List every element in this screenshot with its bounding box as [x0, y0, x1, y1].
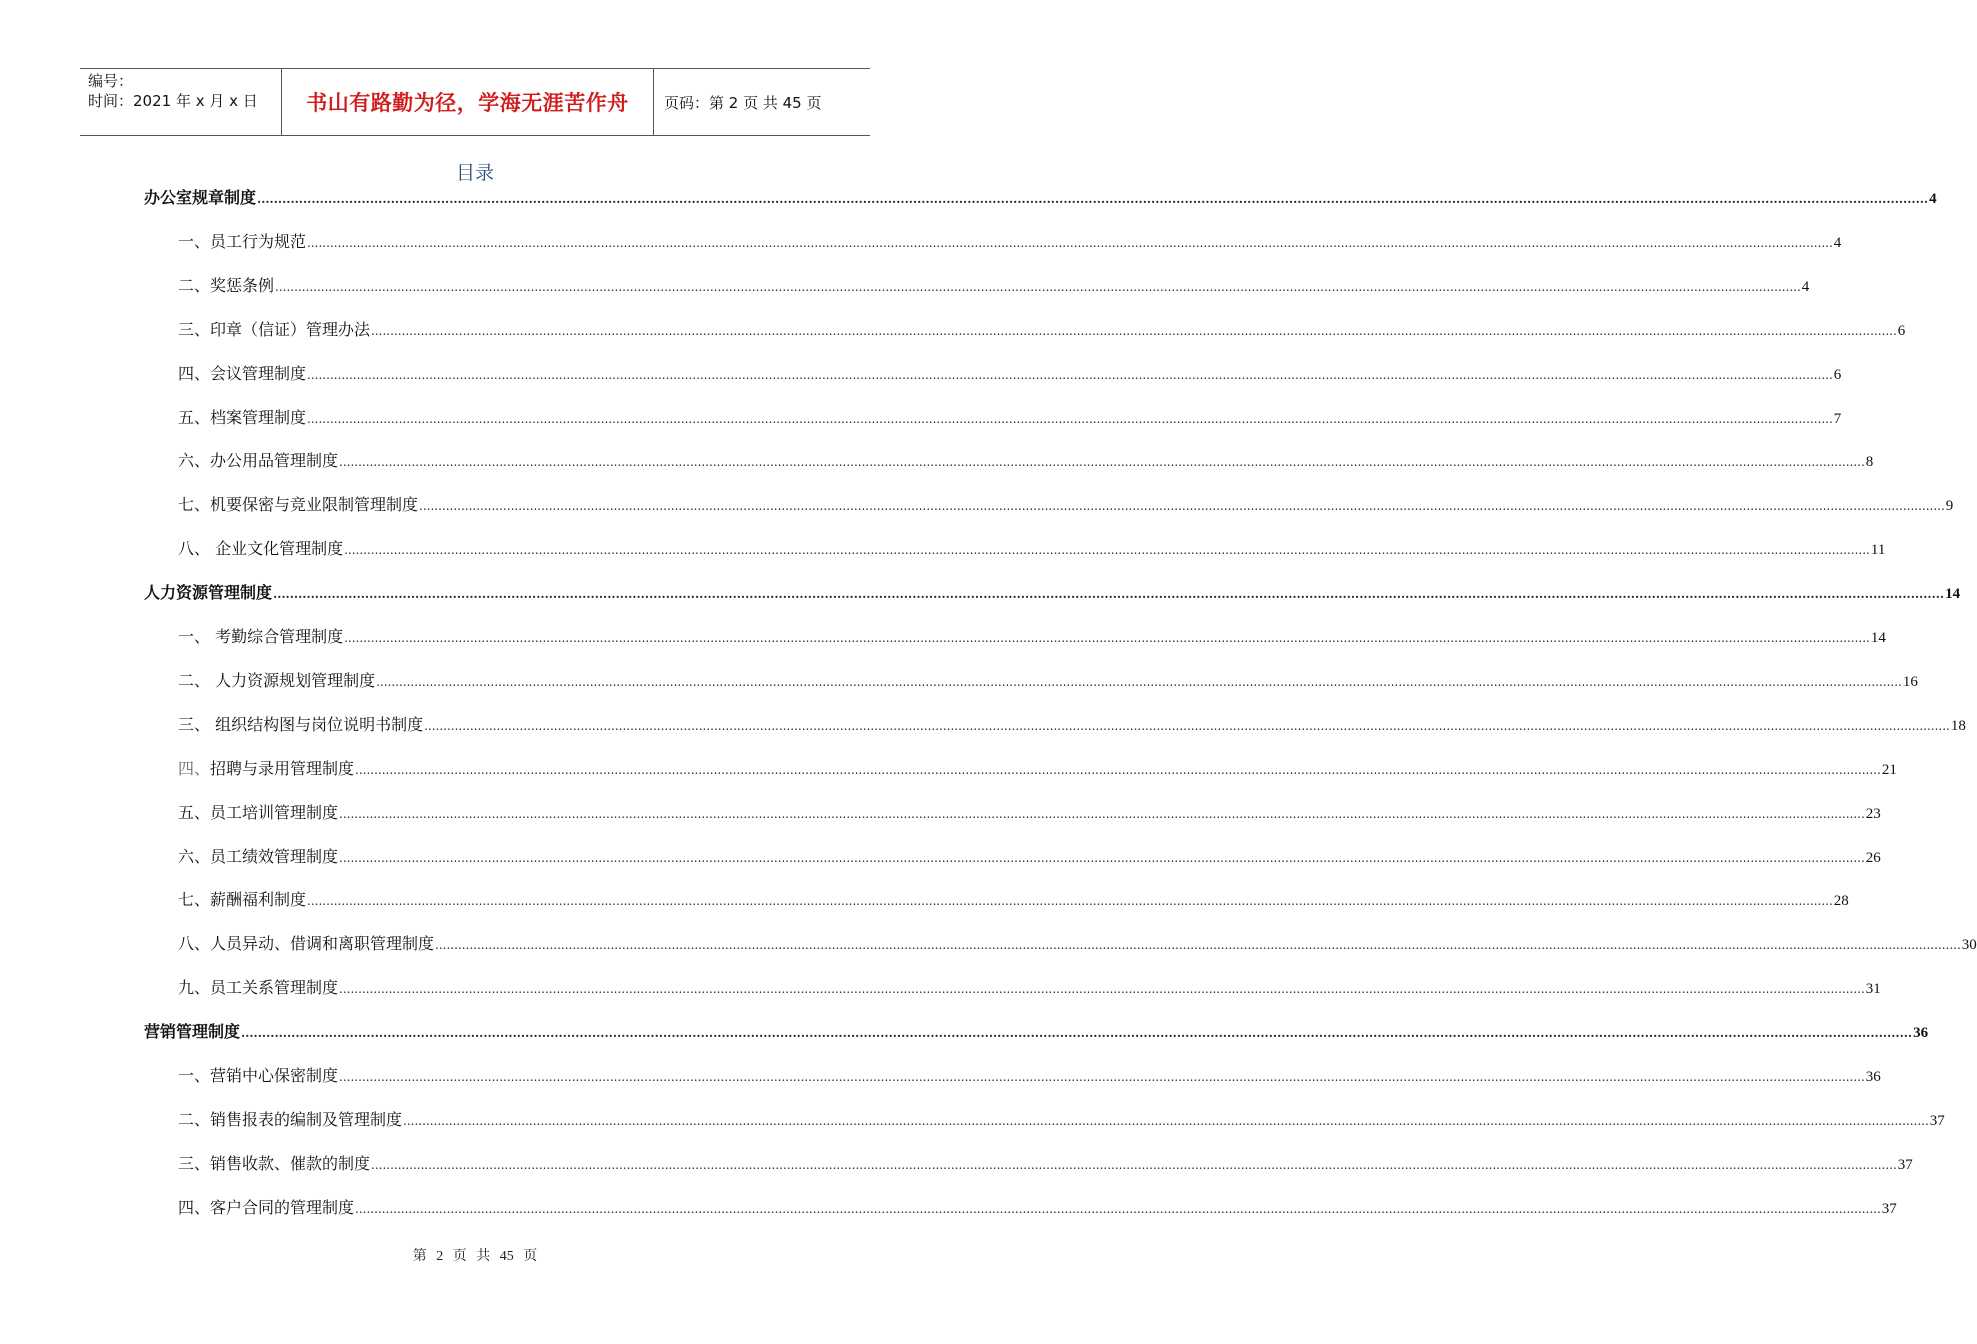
toc-dot-leader: ................................................................................................................................................................................................................................................................................................................................................................................................................ — [424, 718, 1950, 733]
page-header — [80, 68, 870, 136]
toc-dot-leader: ................................................................................................................................................................................................................................................................................................................................................................................................................ — [273, 587, 1945, 602]
toc-page-number: 31 — [1865, 981, 1881, 998]
toc-entry[interactable] — [178, 449, 1874, 473]
toc-entry-label: 二、 人力资源规划管理制度 — [178, 670, 376, 690]
toc-entry[interactable] — [178, 406, 1842, 430]
toc-page-number: 36 — [1913, 1025, 1929, 1042]
toc-dot-leader: ................................................................................................................................................................................................................................................................................................................................................................................................................ — [257, 192, 1929, 206]
toc-entry-label: 一、营销中心保密制度 — [178, 1066, 339, 1085]
toc-dot-leader: ................................................................................................................................................................................................................................................................................................................................................................................................................ — [355, 762, 1881, 777]
toc-page-number: 16 — [1902, 673, 1918, 690]
document-number-label: 编号： — [88, 72, 134, 90]
toc-dot-leader: ................................................................................................................................................................................................................................................................................................................................................................................................................ — [376, 674, 1902, 689]
toc-entry[interactable] — [178, 801, 1881, 825]
toc-page-number: 7 — [1833, 410, 1842, 427]
toc-entry-label: 四、会议管理制度 — [178, 363, 307, 383]
toc-entry[interactable] — [178, 845, 1881, 869]
toc-dot-leader: ................................................................................................................................................................................................................................................................................................................................................................................................................ — [307, 367, 1833, 382]
toc-dot-leader: ................................................................................................................................................................................................................................................................................................................................................................................................................ — [339, 1070, 1865, 1084]
toc-entry-label: 六、员工绩效管理制度 — [178, 846, 339, 866]
toc-entry[interactable] — [178, 1196, 1897, 1220]
toc-entry[interactable] — [178, 1064, 1881, 1088]
toc-entry-label: 一、 考勤综合管理制度 — [178, 627, 344, 646]
toc-entry[interactable] — [178, 537, 1886, 561]
toc-entry[interactable] — [178, 888, 1849, 912]
toc-dot-leader: ................................................................................................................................................................................................................................................................................................................................................................................................................ — [371, 323, 1897, 338]
toc-section-entry[interactable] — [144, 1020, 1929, 1044]
toc-entry-label: 五、档案管理制度 — [178, 407, 307, 427]
toc-entry-label: 人力资源管理制度 — [144, 583, 273, 603]
toc-entry-label: 四、客户合同的管理制度 — [178, 1197, 355, 1217]
toc-entry[interactable] — [178, 976, 1881, 1000]
toc-page-number: 4 — [1801, 278, 1810, 295]
toc-dot-leader: ................................................................................................................................................................................................................................................................................................................................................................................................................ — [344, 631, 1870, 645]
toc-dot-leader: ................................................................................................................................................................................................................................................................................................................................................................................................................ — [307, 235, 1833, 250]
toc-entry-label: 三、销售收款、催款的制度 — [178, 1153, 371, 1173]
toc-page-number: 14 — [1870, 630, 1886, 646]
document-time-label: 时间：2021 年 x 月 x 日 — [88, 92, 258, 110]
toc-title: 目录 — [455, 162, 494, 184]
toc-entry[interactable] — [178, 318, 1906, 342]
toc-dot-leader: ................................................................................................................................................................................................................................................................................................................................................................................................................ — [419, 499, 1945, 514]
toc-dot-leader: ................................................................................................................................................................................................................................................................................................................................................................................................................ — [371, 1157, 1897, 1172]
toc-dot-leader: ................................................................................................................................................................................................................................................................................................................................................................................................................ — [339, 850, 1865, 865]
toc-entry-label: 六、办公用品管理制度 — [178, 451, 339, 471]
toc-page-number: 37 — [1897, 1156, 1913, 1173]
page-footer: 第 2 页 共 45 页 — [412, 1249, 538, 1264]
toc-entry-label: 营销管理制度 — [144, 1022, 241, 1042]
toc-entry-label: 三、印章（信证）管理办法 — [178, 319, 371, 339]
toc-section-entry[interactable] — [144, 581, 1961, 605]
toc-page-number: 30 — [1961, 937, 1977, 954]
toc-entry-label: 二、销售报表的编制及管理制度 — [178, 1109, 403, 1129]
toc-entry-label: 一、员工行为规范 — [178, 231, 307, 251]
toc-entry-label: 二、奖惩条例 — [178, 275, 275, 295]
toc-entry[interactable] — [178, 932, 1977, 956]
toc-dot-leader: ................................................................................................................................................................................................................................................................................................................................................................................................................ — [355, 1201, 1881, 1216]
toc-page-number: 4 — [1833, 234, 1842, 251]
toc-dot-leader: ................................................................................................................................................................................................................................................................................................................................................................................................................ — [339, 806, 1865, 821]
toc-entry[interactable] — [178, 230, 1842, 254]
toc-dot-leader: ................................................................................................................................................................................................................................................................................................................................................................................................................ — [339, 982, 1865, 997]
toc-dot-leader: ................................................................................................................................................................................................................................................................................................................................................................................................................ — [307, 894, 1833, 909]
toc-page-number: 6 — [1897, 322, 1906, 339]
toc-page-number: 8 — [1865, 454, 1874, 471]
toc-page-number: 6 — [1833, 366, 1842, 383]
toc-page-number: 9 — [1945, 498, 1954, 515]
toc-page-number: 37 — [1881, 1200, 1897, 1217]
toc-page-number: 36 — [1865, 1069, 1881, 1085]
toc-page-number: 18 — [1950, 717, 1966, 734]
toc-page-number: 37 — [1929, 1112, 1945, 1129]
toc-page-number: 23 — [1865, 805, 1881, 822]
toc-page-number: 4 — [1929, 191, 1937, 207]
toc-dot-leader: ................................................................................................................................................................................................................................................................................................................................................................................................................ — [403, 1113, 1929, 1128]
toc-dot-leader: ................................................................................................................................................................................................................................................................................................................................................................................................................ — [275, 279, 1801, 294]
toc-page-number: 26 — [1865, 849, 1881, 866]
toc-entry-label: 办公室规章制度 — [144, 188, 257, 207]
header-meta — [80, 69, 282, 135]
toc-section-entry[interactable] — [144, 186, 1937, 210]
toc-page-number: 21 — [1881, 761, 1897, 778]
toc-entry[interactable] — [178, 493, 1954, 517]
toc-entry-label: 八、人员异动、借调和离职管理制度 — [178, 934, 435, 954]
toc-entry[interactable] — [178, 713, 1966, 737]
toc-entry[interactable] — [178, 1152, 1913, 1176]
header-motto: 书山有路勤为径，学海无涯苦作舟 — [282, 69, 654, 135]
toc-entry-label: 七、机要保密与竞业限制管理制度 — [178, 495, 419, 515]
toc-entry-label: 九、员工关系管理制度 — [178, 978, 339, 998]
toc-page-number: 28 — [1833, 893, 1849, 910]
toc-entry-label: 四、招聘与录用管理制度 — [178, 758, 355, 778]
toc-entry-label: 八、 企业文化管理制度 — [178, 539, 344, 559]
toc-entry[interactable] — [178, 669, 1918, 693]
toc-entry[interactable] — [178, 1108, 1945, 1132]
toc-dot-leader: ................................................................................................................................................................................................................................................................................................................................................................................................................ — [435, 938, 1961, 953]
toc-entry-label: 七、薪酬福利制度 — [178, 890, 307, 910]
toc-page-number: 11 — [1870, 542, 1886, 559]
toc-entry-label: 五、员工培训管理制度 — [178, 802, 339, 822]
toc-dot-leader: ................................................................................................................................................................................................................................................................................................................................................................................................................ — [344, 543, 1870, 558]
toc-entry[interactable] — [178, 362, 1842, 386]
header-page-info: 页码：第 2 页 共 45 页 — [664, 93, 822, 112]
toc-dot-leader: ................................................................................................................................................................................................................................................................................................................................................................................................................ — [307, 411, 1833, 426]
toc-entry[interactable] — [178, 274, 1810, 298]
toc-page-number: 14 — [1945, 586, 1961, 603]
toc-entry-label: 三、 组织结构图与岗位说明书制度 — [178, 714, 424, 734]
toc-entry[interactable] — [178, 757, 1897, 781]
toc-dot-leader: ................................................................................................................................................................................................................................................................................................................................................................................................................ — [241, 1026, 1913, 1041]
toc-dot-leader: ................................................................................................................................................................................................................................................................................................................................................................................................................ — [339, 455, 1865, 470]
toc-entry[interactable] — [178, 625, 1886, 649]
